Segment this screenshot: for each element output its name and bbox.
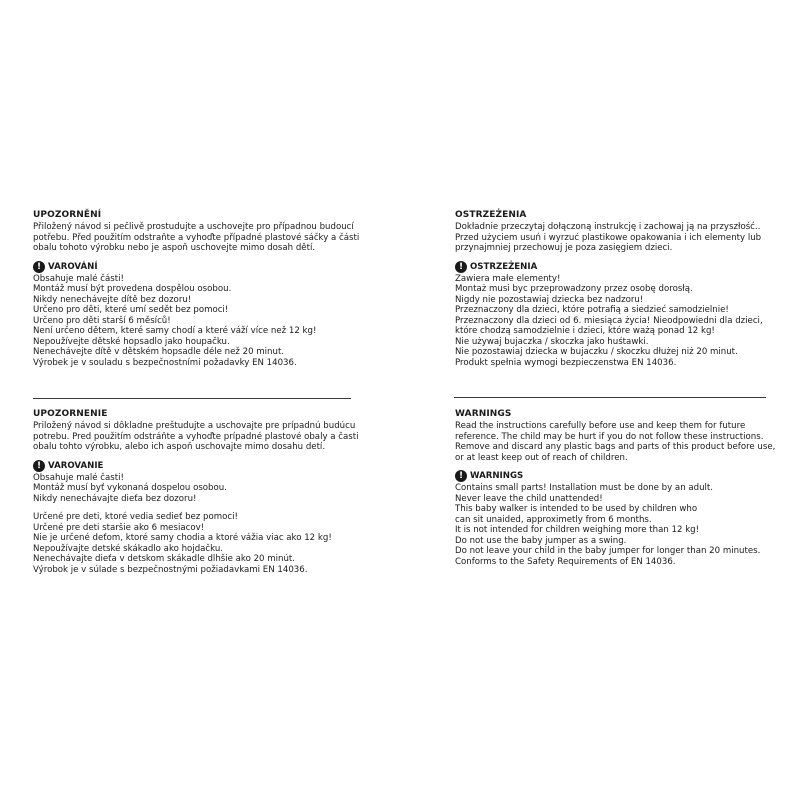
section-heading: OSTRZEŻENIA [455, 210, 527, 220]
intro-text [33, 222, 360, 254]
section-heading: WARNINGS [455, 409, 512, 419]
section-heading: UPOZORNENIE [33, 409, 108, 419]
section-czech [33, 210, 360, 368]
warning-header [455, 261, 775, 273]
warning-item: Nigdy nie pozostawiaj dziecka bez nadzoru! [455, 294, 644, 305]
warning-item: Určené pre deti staršie ako 6 mesiacov! [33, 522, 205, 533]
warning-item: Never leave the child unattended! [455, 493, 603, 504]
intro-line: Dokładnie przeczytaj dołączoną instrukcję i zachowaj ją na przyszłość.. [455, 222, 761, 232]
section-divider [33, 398, 351, 399]
warning-item: Do not leave your child in the baby jumper for longer than 20 minutes. [455, 546, 761, 556]
warning-item: Určeno pro děti starší 6 měsíců! [33, 315, 171, 326]
warning-header [455, 470, 775, 482]
warning-item: Nie używaj bujaczka / skoczka jako huśtawki. [455, 336, 649, 347]
warning-item: Nepoužívejte dětské hopsadlo jako houpačku. [33, 336, 230, 347]
section-slovak [33, 409, 359, 575]
warning-item: Obsahuje malé časti! [33, 472, 124, 483]
warning-list [455, 483, 775, 567]
exclamation-circle-icon: ! [455, 470, 467, 482]
warning-item: Nenechávajte dieťa v detskom skákadle dlhšie ako 20 minút. [33, 554, 295, 564]
warning-item: Nenechávejte dítě v dětském hopsadle déle než 20 minut. [33, 347, 285, 357]
warning-item: Conforms to the Safety Requirements of EN 14036. [455, 556, 676, 567]
warning-item: Do not use the baby jumper as a swing. [455, 535, 627, 546]
exclamation-circle-icon: ! [33, 460, 45, 472]
warning-item: Montáž musí byť vykonaná dospelou osobou. [33, 483, 227, 493]
warning-list [455, 274, 775, 369]
warning-item: Určeno pro děti, které umí sedět bez pomoci! [33, 305, 229, 315]
exclamation-circle-icon: ! [33, 261, 45, 273]
warning-item: Montáž musí být provedena dospělou osobou. [33, 284, 232, 294]
intro-line: przynajmniej przechowuj je poza zasięgiem dzieci. [455, 243, 673, 253]
warning-title: WARNINGS [470, 471, 524, 481]
warning-item: Není určeno dětem, které samy chodí a které váží více než 12 kg! [33, 326, 317, 336]
intro-line: potřebu. Před použitím odstraňte a vyhoďte případné plastové sáčky a části [33, 232, 360, 243]
intro-line: obalu tohoto výrobku nebo je aspoň uschovejte mimo dosah dětí. [33, 243, 316, 253]
warning-item: Zawiera małe elementy! [455, 273, 561, 284]
warning-item: Nikdy nenechávajte dieťa bez dozoru! [33, 493, 197, 504]
warning-item: Przeznaczony dla dzieci od 6. miesiąca życia! Nieodpowiedni dla dzieci, [455, 315, 763, 326]
warning-item: Určené pre deti, ktoré vedia sedieť bez pomoci! [33, 512, 238, 522]
warning-item: can sit unaided, approximetly from 6 months. [455, 514, 652, 525]
warning-item: This baby walker is intended to be used by children who [455, 504, 698, 514]
intro-line: Priložený návod si dôkladne preštudujte a uschovajte pre prípadnú budúcu [33, 421, 356, 431]
warning-item: które chodzą samodzielnie i dzieci, które ważą ponad 12 kg! [455, 326, 715, 336]
warning-title: OSTRZEŻENIA [470, 261, 538, 272]
intro-line: potrebu. Pred použitím odstráňte a vyhoďte prípadné plastové obaly a časti [33, 431, 359, 442]
warning-item: Výrobok je v súlade s bezpečnostnými požiadavkami EN 14036. [33, 564, 308, 575]
intro-line: Přiložený návod si pečlivě prostudujte a uschovejte pro případnou budoucí [33, 222, 354, 232]
warning-item: Nepoužívajte detské skákadlo ako hojdačku. [33, 543, 224, 554]
intro-text [455, 222, 775, 254]
intro-line: Remove and discard any plastic bags and parts of this product before use, [455, 442, 776, 452]
warning-list [33, 473, 353, 576]
intro-text [33, 421, 359, 453]
section-divider [454, 397, 766, 398]
intro-line: Read the instructions carefully before use and keep them for future [455, 421, 746, 431]
section-polish [455, 210, 775, 368]
warning-title: VAROVÁNÍ [48, 261, 98, 272]
intro-text [455, 421, 775, 463]
intro-line: obalu tohto výrobku, alebo ich aspoň uschovajte mimo dosahu detí. [33, 442, 326, 452]
exclamation-circle-icon: ! [455, 261, 467, 273]
warning-list [33, 274, 353, 369]
warning-item: Obsahuje malé části! [33, 273, 124, 284]
section-heading: UPOZORNĚNÍ [33, 210, 102, 220]
warning-item: Nie pozostawiaj dziecka w bujaczku / skoczku dłużej niż 20 minut. [455, 347, 738, 357]
warning-item: Przeznaczony dla dzieci, które potrafią a siedzieć samodzielnie! [455, 305, 729, 315]
warning-header [33, 460, 353, 472]
section-english [455, 409, 775, 567]
warning-header [33, 261, 353, 273]
warning-item: It is not intended for children weighing more than 12 kg! [455, 525, 700, 535]
warning-item: Produkt spełnia wymogi bezpieczenstwa EN 14036. [455, 357, 677, 368]
intro-line: or at least keep out of reach of children. [455, 452, 628, 463]
warning-item: Montaż musi byc przeprowadzony przez osobę dorosłą. [455, 284, 693, 294]
warning-item: Nie je určené deťom, ktoré samy chodia a ktoré vážia viac ako 12 kg! [33, 533, 332, 543]
warning-title: VAROVANIE [48, 460, 104, 471]
warning-item: Contains small parts! Installation must be done by an adult. [455, 483, 714, 493]
warning-item: Výrobek je v souladu s bezpečnostními požadavky EN 14036. [33, 357, 297, 368]
intro-line: reference. The child may be hurt if you do not follow these instructions. [455, 431, 764, 442]
warning-item: Nikdy nenechávejte dítě bez dozoru! [33, 294, 192, 305]
intro-line: Przed użyciem usuń i wyrzuć plastikowe opakowania i ich elementy lub [455, 232, 762, 243]
